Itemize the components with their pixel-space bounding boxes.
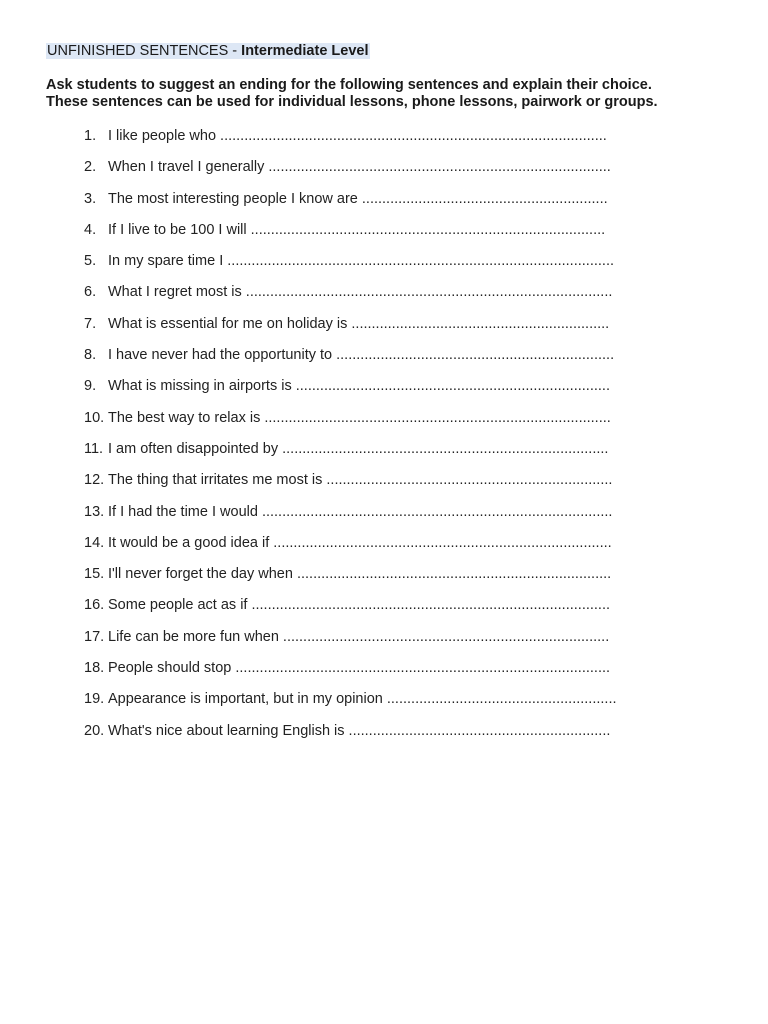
item-number: 1. [84, 128, 97, 144]
list-item [0, 470, 768, 501]
sentence-stem: People should stop ............................................................................................. [108, 660, 611, 677]
list-item [0, 689, 768, 720]
list-item [0, 408, 768, 439]
item-number: 19. [84, 691, 105, 708]
instructions [46, 77, 746, 111]
list-item [0, 189, 768, 220]
list-item [0, 220, 768, 251]
sentence-stem: The thing that irritates me most is ....................................................................... [108, 472, 613, 489]
list-item [0, 658, 768, 689]
sentence-stem: I'll never forget the day when .............................................................................. [108, 566, 612, 583]
list-item [0, 627, 768, 658]
list-item [0, 126, 768, 157]
list-item [0, 595, 768, 626]
item-number: 12. [84, 472, 105, 489]
list-item [0, 376, 768, 407]
item-number: 13. [84, 503, 105, 520]
list-item [0, 721, 768, 752]
sentence-stem: Appearance is important, but in my opinion ......................................................... [108, 691, 617, 708]
sentence-stem: If I live to be 100 I will ........................................................................................ [108, 221, 606, 238]
list-item [0, 282, 768, 313]
list-item [0, 251, 768, 282]
sentence-stem: It would be a good idea if .................................................................................... [108, 534, 612, 551]
sentence-stem: I am often disappointed by ................................................................................. [108, 440, 609, 457]
item-number: 6. [84, 284, 97, 301]
item-number: 2. [84, 159, 97, 176]
item-number: 7. [84, 315, 97, 332]
sentence-stem: The best way to relax is ...................................................................................... [108, 409, 611, 426]
sentence-stem: What is essential for me on holiday is ................................................................ [108, 315, 610, 332]
item-number: 3. [84, 190, 97, 207]
item-number: 17. [84, 628, 105, 645]
sentence-stem: I have never had the opportunity to ..................................................................... [108, 347, 615, 364]
sentence-stem: What I regret most is ........................................................................................... [108, 284, 613, 301]
title-level-text: Intermediate Level [241, 43, 369, 59]
item-number: 8. [84, 347, 97, 364]
instructions-line-1: Ask students to suggest an ending for the following sentences and explain their choice. [46, 77, 652, 93]
item-number: 20. [84, 722, 105, 739]
sentence-stem: If I had the time I would ....................................................................................... [108, 503, 613, 520]
sentence-stem: What is missing in airports is .............................................................................. [108, 378, 610, 395]
item-number: 9. [84, 378, 97, 395]
sentence-stem: The most interesting people I know are ............................................................. [108, 190, 608, 207]
list-item [0, 345, 768, 376]
sentence-list [0, 126, 768, 752]
list-item [0, 439, 768, 470]
item-number: 10. [84, 409, 105, 426]
sentence-stem: Some people act as if ......................................................................................... [108, 597, 611, 614]
title-highlight [46, 43, 370, 59]
list-item [0, 314, 768, 345]
list-item [0, 502, 768, 533]
sentence-stem: Life can be more fun when ................................................................................. [108, 628, 610, 645]
sentence-stem: I like people who ................................................................................................ [108, 128, 607, 144]
item-number: 11. [84, 440, 104, 457]
list-item [0, 564, 768, 595]
title-main-text: UNFINISHED SENTENCES - [47, 43, 242, 59]
list-item [0, 157, 768, 188]
sentence-stem: When I travel I generally ..................................................................................... [108, 159, 611, 176]
sentence-stem: In my spare time I ................................................................................................ [108, 253, 614, 270]
item-number: 15. [84, 566, 105, 583]
item-number: 5. [84, 253, 97, 270]
worksheet-title [46, 42, 370, 60]
list-item [0, 533, 768, 564]
item-number: 4. [84, 221, 97, 238]
item-number: 18. [84, 660, 105, 677]
item-number: 14. [84, 534, 105, 551]
instructions-line-2: These sentences can be used for individual lessons, phone lessons, pairwork or groups. [46, 94, 658, 110]
sentence-stem: What's nice about learning English is ................................................................. [108, 722, 611, 739]
item-number: 16. [84, 597, 105, 614]
